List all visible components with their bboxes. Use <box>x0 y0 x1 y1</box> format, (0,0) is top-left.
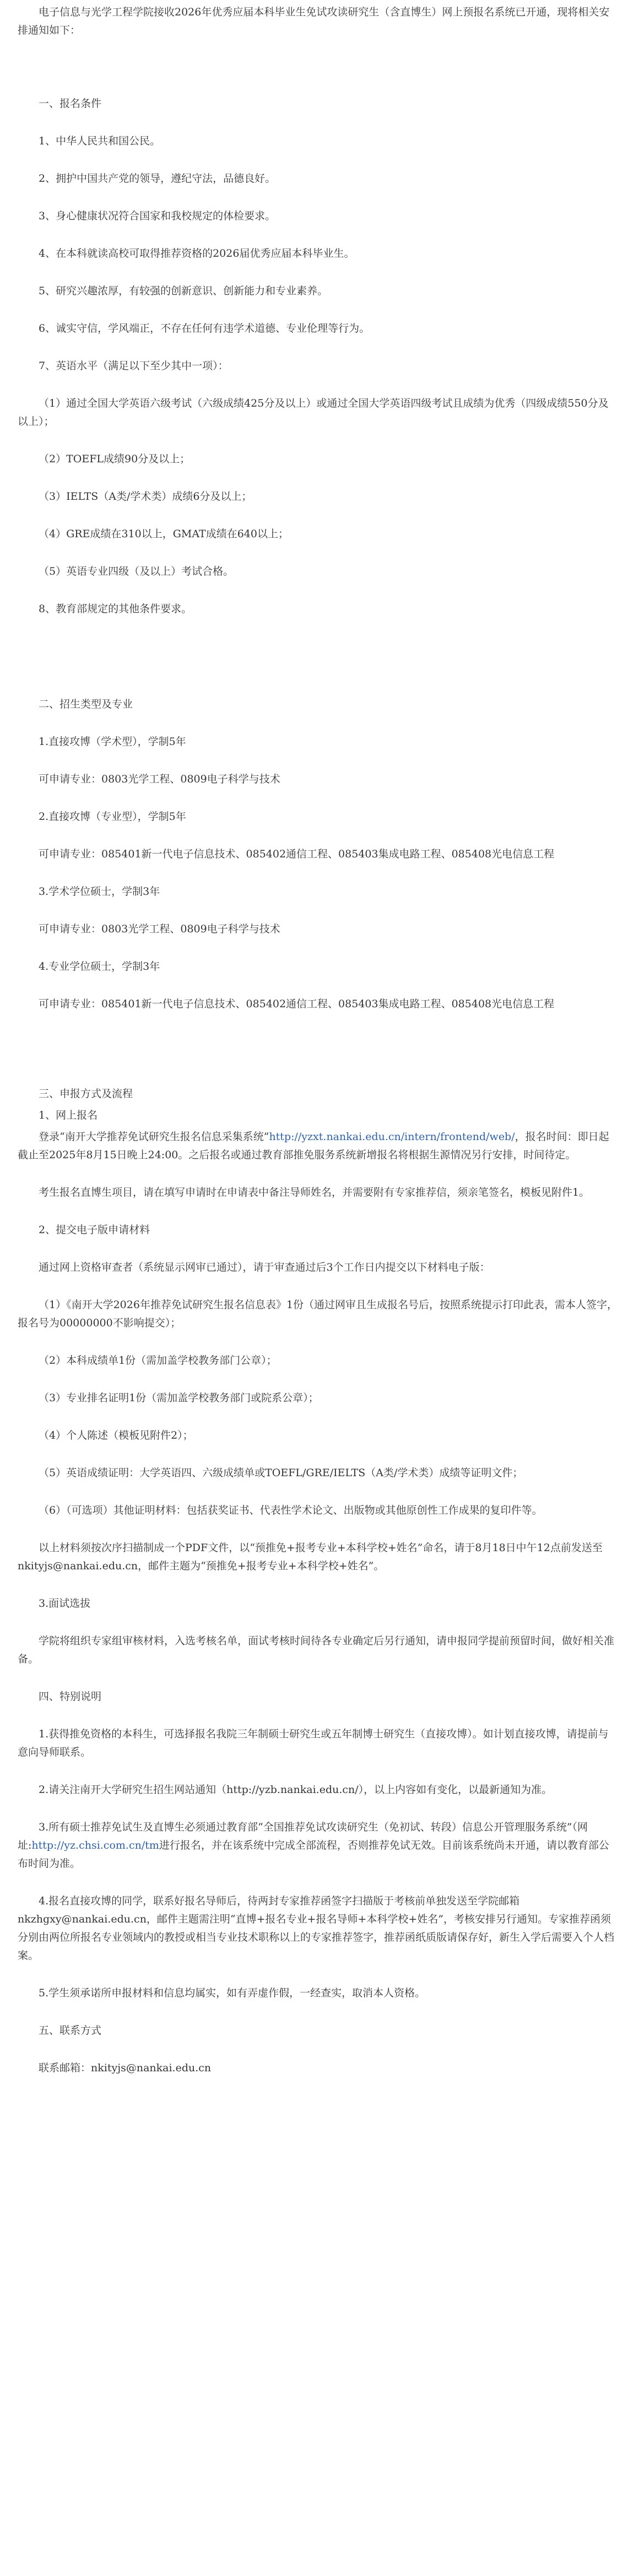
condition-item: 2、拥护中国共产党的领导，遵纪守法，品德良好。 <box>39 172 276 185</box>
material-item: （3）专业排名证明1份（需加盖学校教务部门或院系公章）； <box>39 1392 319 1404</box>
interview-subtitle: 3.面试选拔 <box>39 1597 91 1610</box>
condition-item: 4、在本科就读高校可取得推荐资格的2026届优秀应届本科毕业生。 <box>39 247 355 260</box>
special-note: 2.请关注南开大学研究生招生网站通知（http://yzb.nankai.edu.cn/），以上内容如有变化，以最新通知为准。 <box>39 1784 553 1796</box>
registration-text-after: ，报名时间：即日起截止至2025年8月15日晚上24:00。之后报名或通过教育部推免服务系统新增报名将根据生源情况另行安排，时间待定。 <box>18 1131 609 1161</box>
registration-system-link[interactable]: http://yzxt.nankai.edu.cn/intern/frontend/web/ <box>269 1131 515 1143</box>
english-requirement-item: （4）GRE成绩在310以上，GMAT成绩在640以上； <box>39 528 289 540</box>
interview-paragraph: 学院将组织专家组审核材料，入选考核名单，面试考核时间待各专业确定后另行通知，请申报同学提前预留时间，做好相关准备。 <box>18 1635 615 1665</box>
english-requirement-item: （5）英语专业四级（及以上）考试合格。 <box>39 565 234 577</box>
special-note: 1.获得推免资格的本科生，可选择报名我院三年制硕士研究生或五年制博士研究生（直接攻博）。如计划直接攻博，请提前与意向导师联系。 <box>18 1728 609 1758</box>
registration-note: 考生报名直博生项目，请在填写申请时在申请表中备注导师姓名，并需要附有专家推荐信，须亲笔签名，模板见附件1。 <box>39 1186 590 1198</box>
condition-item: 6、诚实守信，学风端正，不存在任何有违学术道德、专业伦理等行为。 <box>39 322 370 334</box>
section-1-title: 一、报名条件 <box>39 98 102 110</box>
program-majors: 可申请专业：085401新一代电子信息技术、085402通信工程、085403集成电路工程、085408光电信息工程 <box>39 848 555 860</box>
online-registration-subtitle: 1、网上报名 <box>39 1109 98 1121</box>
registration-text-before: 登录“南开大学推荐免试研究生报名信息采集系统” <box>39 1131 269 1143</box>
material-item: （5）英语成绩证明：大学英语四、六级成绩单或TOEFL/GRE/IELTS（A类/学术类）成绩等证明文件； <box>39 1467 523 1479</box>
section-4-title: 四、特别说明 <box>39 1691 102 1703</box>
condition-item: 1、中华人民共和国公民。 <box>39 135 161 147</box>
program-majors: 可申请专业：0803光学工程、0809电子科学与技术 <box>39 923 280 935</box>
special-note-text-after: 进行报名，并在该系统中完成全部流程，否则推荐免试无效。目前该系统尚未开通，请以教育部公布时间为准。 <box>18 1839 609 1870</box>
condition-item: 5、研究兴趣浓厚，有较强的创新意识、创新能力和专业素养。 <box>39 285 328 297</box>
material-item: （6）（可选项）其他证明材料：包括获奖证书、代表性学术论文、出版物或其他原创性工作成果的复印件等。 <box>39 1504 543 1516</box>
materials-submission: 以上材料须按次序扫描制成一个PDF文件，以“预推免+报考专业+本科学校+姓名”命名，请于8月18日中午12点前发送至nkityjs@nankai.edu.cn，邮件主题为“预推免+报考专业+本科学校+姓名”。 <box>18 1542 603 1572</box>
program-type: 4.专业学位硕士，学制3年 <box>39 960 160 973</box>
material-item: （2）本科成绩单1份（需加盖学校教务部门公章）； <box>39 1354 277 1367</box>
condition-item: 3、身心健康状况符合国家和我校规定的体检要求。 <box>39 210 276 222</box>
section-2-title: 二、招生类型及专业 <box>39 698 133 710</box>
material-item: （1）《南开大学2026年推荐免试研究生报名信息表》1份（通过网审且生成报名号后，按照系统提示打印此表，需本人签字，报名号为00000000不影响提交）； <box>18 1299 618 1329</box>
contact-email: 联系邮箱：nkityjs@nankai.edu.cn <box>39 2062 212 2074</box>
condition-item: 8、教育部规定的其他条件要求。 <box>39 603 192 615</box>
section-5-title: 五、联系方式 <box>39 2024 102 2037</box>
section-3-title: 三、申报方式及流程 <box>39 1088 133 1100</box>
program-type: 1.直接攻博（学术型），学制5年 <box>39 736 186 748</box>
chsi-system-link[interactable]: http://yz.chsi.com.cn/tm <box>31 1839 159 1851</box>
notice-document <box>0 3 639 2077</box>
special-note: 5.学生须承诺所申报材料和信息均属实，如有弄虚作假，一经查实，取消本人资格。 <box>39 1987 426 1999</box>
program-majors: 可申请专业：085401新一代电子信息技术、085402通信工程、085403集成电路工程、085408光电信息工程 <box>39 998 555 1010</box>
special-note: 4.报名直接攻博的同学，联系好报名导师后，待两封专家推荐函签字扫描版于考核前单独发送至学院邮箱nkzhgxy@nankai.edu.cn，邮件主题需注明“直博+报名专业+报名导师+本科学校+姓名”，考核安排另行通知。专家推荐函须分别由两位所报名专业领域内的教授或相当专业技术职称以上的专家推荐签字，推荐函纸质版请保存好，新生入学后需要入个人档案。 <box>18 1895 615 1962</box>
condition-item: 7、英语水平（满足以下至少其中一项）： <box>39 360 229 372</box>
materials-intro: 通过网上资格审查者（系统显示网审已通过），请于审查通过后3个工作日内提交以下材料电子版： <box>39 1261 490 1273</box>
english-requirement-item: （2）TOEFL成绩90分及以上； <box>39 453 191 465</box>
program-majors: 可申请专业：0803光学工程、0809电子科学与技术 <box>39 773 280 785</box>
intro-paragraph: 电子信息与光学工程学院接收2026年优秀应届本科毕业生免试攻读研究生（含直博生）网上预报名系统已开通，现将相关安排通知如下： <box>18 6 610 36</box>
registration-paragraph <box>18 1128 618 1164</box>
program-type: 3.学术学位硕士，学制3年 <box>39 885 160 898</box>
english-requirement-item: （3）IELTS（A类/学术类）成绩6分及以上； <box>39 490 252 503</box>
material-item: （4）个人陈述（模板见附件2）； <box>39 1429 193 1441</box>
special-note-text-before: 3.所有硕士推荐免试生及直博生必须通过教育部“全国推荐免试攻读研究生（免初试、转段）信息公开管理服务系统”（网址: <box>18 1821 588 1851</box>
materials-subtitle: 2、提交电子版申请材料 <box>39 1224 150 1236</box>
english-requirement-item: （1）通过全国大学英语六级考试（六级成绩425分及以上）或通过全国大学英语四级考试且成绩为优秀（四级成绩550分及以上）； <box>18 397 609 428</box>
program-type: 2.直接攻博（专业型），学制5年 <box>39 811 186 823</box>
special-note <box>18 1818 618 1873</box>
